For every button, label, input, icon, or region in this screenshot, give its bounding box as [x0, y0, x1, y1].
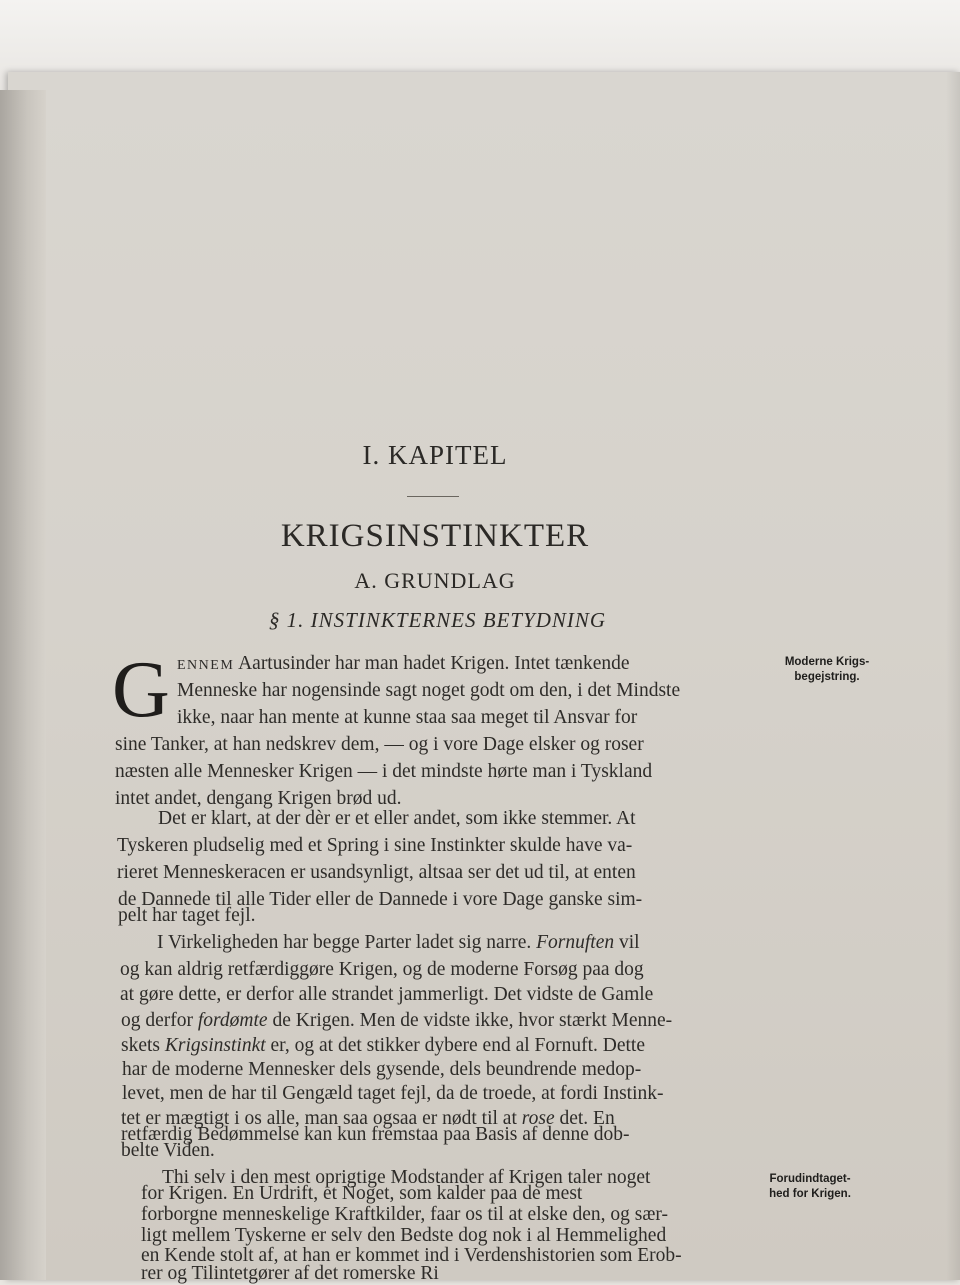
text-line: Det er klart, at der dèr er et eller andet, som ikke stemmer. At — [158, 808, 636, 829]
drop-cap: G — [112, 646, 170, 734]
text-line — [177, 653, 630, 675]
text-line: Menneske har nogensinde sagt noget godt om den, i det Mindste — [177, 680, 681, 701]
margin-note-line: Forudindtaget- — [769, 1173, 851, 1185]
text-span: det. En — [554, 1108, 615, 1129]
text-span: Aartusinder har man hadet Krigen. Intet tænkende — [234, 653, 630, 674]
text-line — [121, 1010, 672, 1032]
text-line: næsten alle Mennesker Krigen — i det mindste hørte man i Tyskland — [115, 761, 653, 782]
italic-word: Fornuften — [536, 932, 615, 953]
text-span: I Virkeligheden har begge Parter ladet sig narre. — [157, 932, 537, 953]
text-span: skets — [121, 1035, 165, 1056]
text-line: ikke, naar han mente at kunne staa saa meget til Ansvar for — [177, 707, 638, 728]
text-line: sine Tanker, at han nedskrev dem, — og i vore Dage elsker og roser — [115, 734, 644, 755]
margin-note — [772, 655, 882, 685]
text-span: er, og at det stikker dybere end al Fornuft. Dette — [265, 1035, 646, 1056]
italic-word: Krigsinstinkt — [164, 1035, 266, 1056]
text-line: at gøre dette, er derfor alle strandet jammerligt. Det vidste de Gamle — [120, 984, 654, 1005]
chapter-heading: I. KAPITEL — [362, 440, 508, 470]
margin-note — [758, 1172, 862, 1202]
chapter-title: KRIGSINSTINKTER — [280, 518, 590, 554]
text-line: for Krigen. En Urdrift, et Noget, som kalder paa de mest — [141, 1183, 583, 1204]
text-span: vil — [614, 932, 640, 953]
margin-note-line: Moderne Krigs- — [784, 656, 870, 668]
section-heading: A. GRUNDLAG — [354, 568, 516, 593]
text-line: en Kende stolt af, at han er kommet ind i Verdenshistorien som Erob- — [141, 1245, 682, 1266]
text-line — [121, 1035, 645, 1057]
text-line: Thi selv i den mest oprigtige Modstander af Krigen taler noget — [162, 1167, 651, 1188]
text-line: de Dannede til alle Tider eller de Dannede i vore Dage ganske sim- — [118, 889, 643, 910]
text-line: og kan aldrig retfærdiggøre Krigen, og de moderne Forsøg paa dog — [120, 959, 644, 980]
text-line: ligt mellem Tyskerne er selv den Bedste dog nok i al Hemmelighed — [141, 1225, 667, 1246]
text-line: retfærdig Bedømmelse kan kun fremstaa paa Basis af denne dob- — [121, 1124, 630, 1145]
margin-note-line: begejstring. — [794, 671, 860, 683]
text-line: pelt har taget fejl. — [118, 905, 256, 926]
text-line: rer og Tilintetgører af det romerske Ri — [141, 1263, 439, 1284]
text-line: forborgne menneskelige Kraftkilder, faar os til at elske den, og sær- — [141, 1204, 668, 1225]
text-line: rieret Menneskeracen er usandsynligt, altsaa ser det ud til, at enten — [117, 862, 636, 883]
text-line: har de moderne Mennesker dels gysende, dels beundrende medop- — [122, 1059, 642, 1080]
text-line: levet, men de har til Gengæld taget fejl, da de troede, at fordi Instink- — [122, 1083, 664, 1104]
margin-note-line: hed for Krigen. — [769, 1188, 851, 1200]
text-line: belte Viden. — [121, 1140, 215, 1161]
text-line: intet andet, dengang Krigen brød ud. — [115, 788, 402, 809]
heading-divider — [407, 496, 459, 497]
italic-word: rose — [521, 1108, 555, 1129]
text-line — [157, 932, 640, 954]
text-span: og derfor — [121, 1010, 198, 1031]
italic-word: fordømte — [197, 1010, 268, 1031]
text-line: Tyskeren pludselig med et Spring i sine Instinkter skulde have va- — [117, 835, 633, 856]
paragraph-heading: § 1. INSTINKTERNES BETYDNING — [268, 608, 607, 632]
text-span: tet er mægtigt i os alle, man saa ogsaa er nødt til at — [121, 1108, 522, 1129]
text-span: de Krigen. Men de vidste ikke, hvor stærkt Menne- — [267, 1010, 673, 1031]
small-caps-word: ENNEM — [177, 658, 235, 673]
